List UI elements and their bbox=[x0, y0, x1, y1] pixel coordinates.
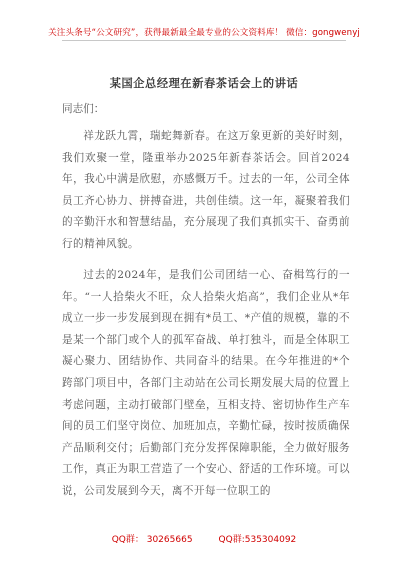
footer-qq-group-1: QQ群： 30265665 bbox=[111, 535, 193, 545]
footer-qq-group-2: QQ群:535304092 bbox=[218, 535, 297, 545]
paragraph-1: 祥龙跃九霄，瑞蛇舞新春。在这万象更新的美好时刻，我们欢聚一堂，隆重举办2025年新春茶话会。回首2024年，我心中满是欣慰，亦感慨万千。过去的一年，公司全体员工齐心协力、拼搏奋进，共创佳绩。这一年，凝聚着我们的辛勤汗水和智慧结晶，充分展现了我们真抓实干、奋勇前行的精神风貌。 bbox=[62, 130, 350, 250]
paragraph-2: 过去的2024年，是我们公司团结一心、奋楫笃行的一年。“一人拾柴火不旺，众人拾柴火焰高”，我们企业从*年成立一步一步发展到现在拥有*员工、*产值的规模，靠的不是某一个部门或个人的孤军奋战、单打独斗，而是全体职工凝心聚力、团结协作、共同奋斗的结果。在今年推进的*个跨部门项目中，各部门主动站在公司长期发展大局的位置上考虑问题，主动打破部门壁垒，互相支持、密切协作生产车间的员工们坚守岗位、加班加点，辛勤忙碌，按时按质确保产品顺利交付；后勤部门充分发挥保障职能，全力做好服务工作，真正为职工营造了一个安心、舒适的工作环境。可以说，公司发展到今天，离不开每一位职工的 bbox=[62, 269, 350, 497]
salutation: 同志们： bbox=[62, 103, 105, 115]
footer-qq-note bbox=[0, 532, 408, 545]
header-promo-note: 关注头条号“公文研究”，获得最新最全最专业的公文资料库！ 微信：gongwenyj bbox=[48, 28, 360, 38]
document-title: 某国企总经理在新春茶话会上的讲话 bbox=[109, 76, 299, 90]
header-divider bbox=[62, 40, 346, 41]
